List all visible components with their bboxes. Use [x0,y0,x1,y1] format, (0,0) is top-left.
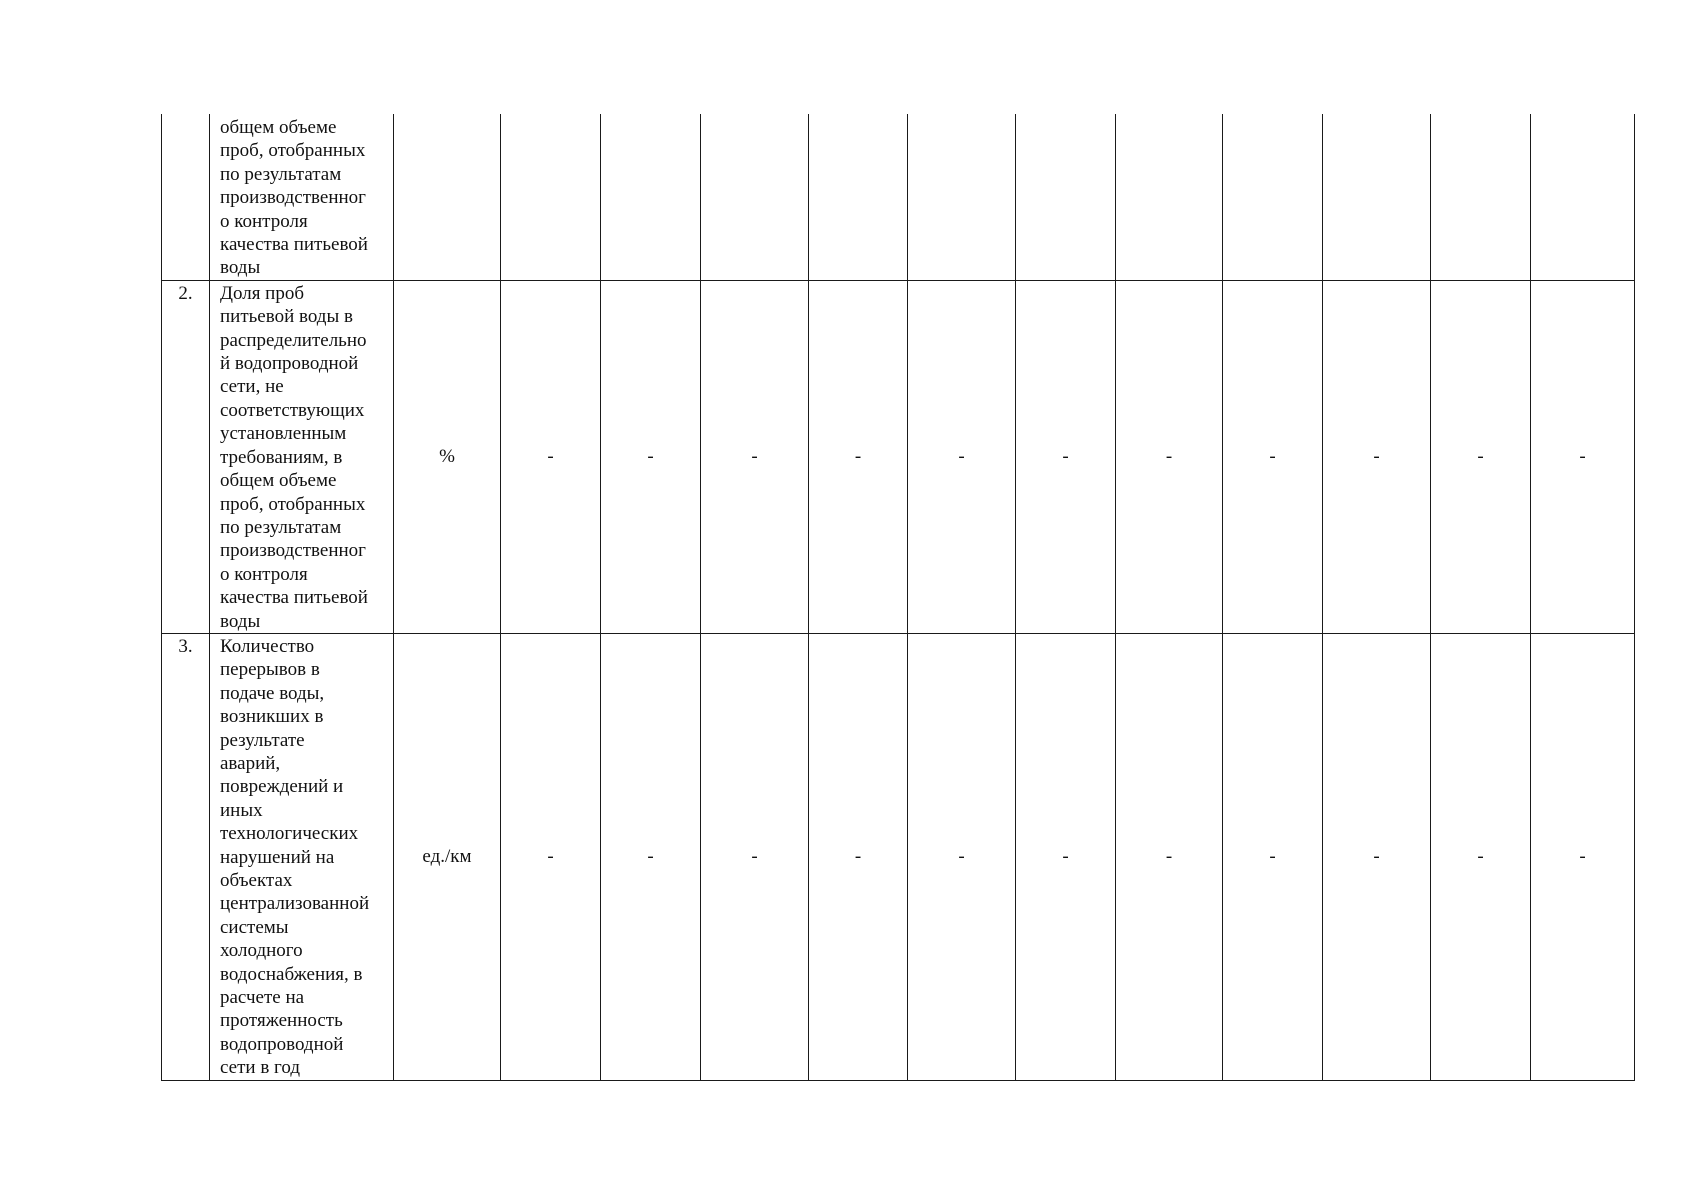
value-cell [701,114,809,280]
name-line: установленным [220,423,347,445]
value-cell: - [809,633,908,1080]
name-line: результате [220,729,305,751]
value-cell [1223,114,1323,280]
name-line: возникших в [220,706,324,728]
value-cell [1016,114,1116,280]
name-line: перерывов в [220,659,320,681]
value-cell: - [1431,633,1531,1080]
table-row [162,280,1635,633]
value-cell: - [1531,280,1635,633]
value-cell: - [1016,633,1116,1080]
value-cell: - [908,280,1016,633]
name-line: воды [220,257,261,279]
value-cell: - [701,280,809,633]
value-cell: - [1431,280,1531,633]
indicator-name [210,633,394,1080]
indicator-name [210,280,394,633]
value-cell: - [1116,633,1223,1080]
name-line: проб, отобранных [220,493,366,515]
name-line: воды [220,610,261,632]
row-number [162,114,210,280]
value-cell: - [701,633,809,1080]
name-line: повреждений и [220,776,344,798]
name-line: качества питьевой [220,587,368,609]
value-cell [908,114,1016,280]
name-line: проб, отобранных [220,140,366,162]
name-line: производственног [220,187,366,209]
name-line: сети в год [220,1057,300,1079]
name-line: Количество [220,635,315,657]
name-line: о контроля [220,563,308,585]
value-cell: - [601,633,701,1080]
name-line: протяженность [220,1010,343,1032]
unit-cell [394,114,501,280]
value-cell [501,114,601,280]
name-line: питьевой воды в [220,306,353,328]
row-number: 3. [162,633,210,1080]
value-cell [1323,114,1431,280]
name-line: качества питьевой [220,234,368,256]
value-cell [1431,114,1531,280]
value-cell: - [809,280,908,633]
name-line: расчете на [220,987,305,1009]
value-cell: - [501,633,601,1080]
value-cell [1116,114,1223,280]
value-cell [809,114,908,280]
name-line: аварий, [220,752,281,774]
name-line: водоснабжения, в [220,963,363,985]
name-line: системы [220,916,289,938]
name-line: нарушений на [220,846,335,868]
name-line: общем объеме [220,117,337,138]
name-line: объектах [220,870,293,891]
unit-cell: ед./км [394,633,501,1080]
name-line: централизованной [220,893,370,915]
name-line: й водопроводной [220,353,359,375]
table-row [162,633,1635,1080]
name-line: сети, не [220,376,284,398]
value-cell: - [1016,280,1116,633]
indicator-name [210,114,394,280]
name-line: технологических [220,823,359,845]
row-number: 2. [162,280,210,633]
name-line: общем объеме [220,470,337,492]
value-cell: - [1223,633,1323,1080]
name-line: соответствующих [220,399,365,421]
name-line: холодного [220,940,303,962]
value-cell [1531,114,1635,280]
value-cell: - [1223,280,1323,633]
name-line: производственног [220,540,366,562]
name-line: распределительно [220,329,367,351]
value-cell: - [908,633,1016,1080]
name-line: иных [220,799,263,821]
unit-cell: % [394,280,501,633]
value-cell [601,114,701,280]
value-cell: - [1116,280,1223,633]
value-cell: - [1323,633,1431,1080]
name-line: о контроля [220,210,308,232]
name-line: по результатам [220,163,342,185]
value-cell: - [601,280,701,633]
table-row [162,114,1635,280]
name-line: Доля проб [220,282,305,304]
value-cell: - [501,280,601,633]
value-cell: - [1323,280,1431,633]
name-line: по результатам [220,516,342,538]
value-cell: - [1531,633,1635,1080]
name-line: водопроводной [220,1033,344,1055]
name-line: подаче воды, [220,682,325,704]
indicators-table [161,114,1635,1081]
name-line: требованиям, в [220,446,343,468]
